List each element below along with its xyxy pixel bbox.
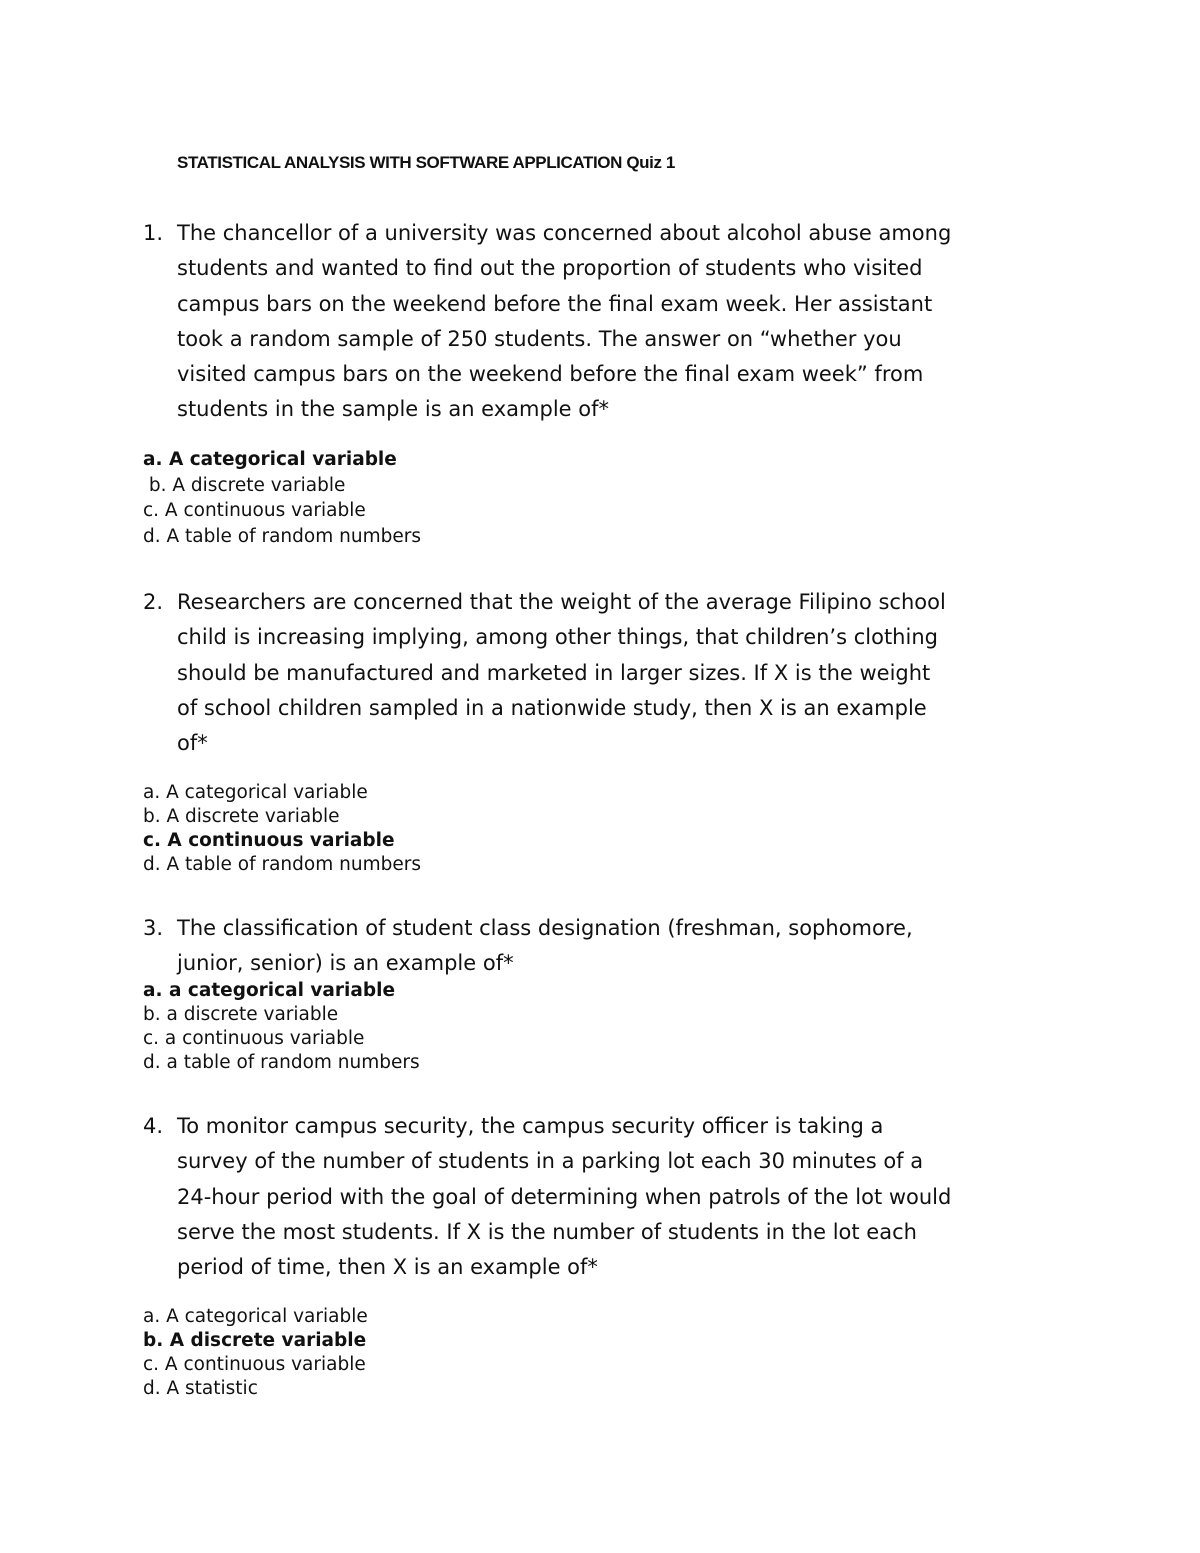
answer-option: d. A statistic <box>143 1378 258 1399</box>
question-text-line: of school children sampled in a nationwide study, then X is an example <box>177 695 927 720</box>
question-text-line: of* <box>177 731 208 756</box>
question-text-line: students in the sample is an example of* <box>177 397 609 422</box>
question-number: 1. <box>143 221 164 245</box>
answer-option: d. a table of random numbers <box>143 1052 420 1073</box>
answer-options <box>143 447 421 549</box>
answer-options <box>143 1305 368 1401</box>
answer-option: b. a discrete variable <box>143 1004 339 1025</box>
question-text-line: survey of the number of students in a parking lot each 30 minutes of a <box>177 1149 924 1174</box>
question-text-line: students and wanted to find out the proportion of students who visited <box>177 256 923 281</box>
question-text-line: child is increasing implying, among other things, that children’s clothing <box>177 625 938 650</box>
answer-option-correct: a. A categorical variable <box>143 449 397 470</box>
question-text-line: period of time, then X is an example of* <box>177 1255 598 1280</box>
question-text-line: campus bars on the weekend before the final exam week. Her assistant <box>177 291 933 316</box>
question-text-line: should be manufactured and marketed in larger sizes. If X is the weight <box>177 660 931 685</box>
question-text-line: visited campus bars on the weekend before the final exam week” from <box>177 362 924 387</box>
answer-option-correct: c. A continuous variable <box>143 830 395 851</box>
question-text-line: The classification of student class designation (freshman, sophomore, <box>177 916 913 940</box>
answer-option: a. A categorical variable <box>143 1306 368 1327</box>
question-1 <box>143 216 951 428</box>
question-text-line: took a random sample of 250 students. The answer on “whether you <box>177 326 902 351</box>
answer-option: d. A table of random numbers <box>143 525 421 547</box>
answer-option: a. A categorical variable <box>143 782 368 803</box>
question-4 <box>143 1109 951 1285</box>
answer-option: c. A continuous variable <box>143 1354 366 1375</box>
quiz-title: STATISTICAL ANALYSIS WITH SOFTWARE APPLICATION Quiz 1 <box>177 153 675 172</box>
answer-option: b. A discrete variable <box>143 806 340 827</box>
question-number: 2. <box>143 590 164 614</box>
answer-options <box>143 781 421 877</box>
answer-option-correct: b. A discrete variable <box>143 1330 367 1351</box>
question-text-line: 24-hour period with the goal of determining when patrols of the lot would <box>177 1184 952 1209</box>
answer-option: d. A table of random numbers <box>143 854 421 875</box>
answer-option-correct: a. a categorical variable <box>143 980 395 1001</box>
answer-option: c. A continuous variable <box>143 500 366 521</box>
question-number: 3. <box>143 916 164 940</box>
question-number: 4. <box>143 1114 164 1138</box>
question-text-line: serve the most students. If X is the number of students in the lot each <box>177 1219 917 1244</box>
answer-option: c. a continuous variable <box>143 1028 365 1049</box>
question-text-line: To monitor campus security, the campus security officer is taking a <box>177 1114 884 1138</box>
answer-options <box>143 979 420 1075</box>
question-text-line: junior, senior) is an example of* <box>177 951 514 976</box>
question-3 <box>143 911 913 982</box>
question-text-line: The chancellor of a university was concerned about alcohol abuse among <box>177 221 952 245</box>
question-2 <box>143 585 946 761</box>
answer-option: b. A discrete variable <box>143 474 346 496</box>
question-text-line: Researchers are concerned that the weight of the average Filipino school <box>177 590 946 614</box>
